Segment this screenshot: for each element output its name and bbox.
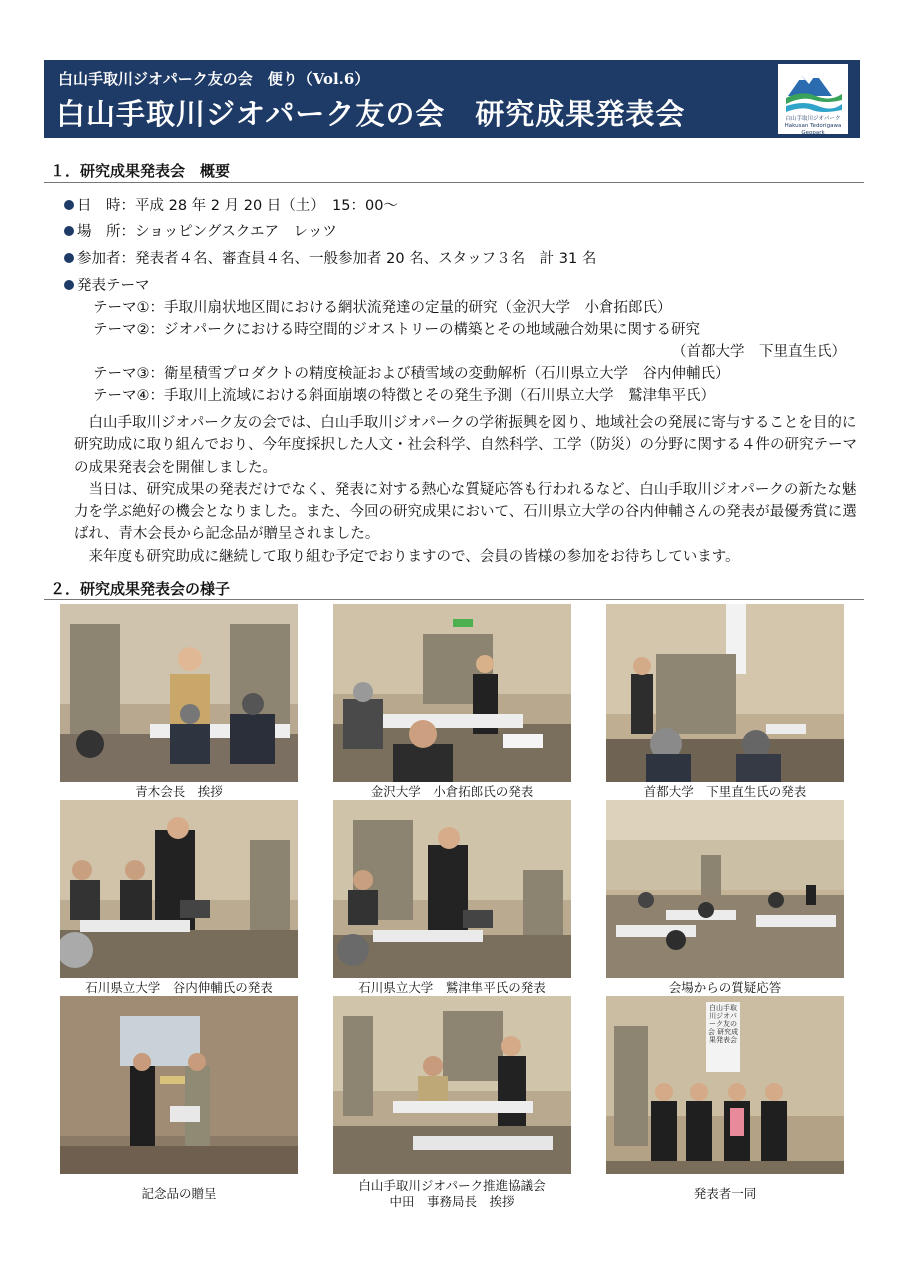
paragraph: 白山手取川ジオパーク友の会では、白山手取川ジオパークの学術振興を図り、地域社会の発展に寄与することを目的に研究助成に取り組んでおり、今年度採択した人文・社会科学、自然科学、工学（防災）の分野に関する４件の研究テーマの成果発表会を開催しました。 bbox=[74, 415, 857, 476]
photo-caption-line2: 中田 事務局長 挨拶 bbox=[389, 1194, 515, 1209]
event-banner-text: 白山手取川ジオパーク友の会 研究成果発表会 bbox=[707, 1004, 739, 1044]
bullet-icon bbox=[64, 280, 74, 290]
paragraph: 来年度も研究助成に継続して取り組む予定でおりますので、会員の皆様の参加をお待ちしています。 bbox=[88, 548, 740, 565]
section1-heading: １．研究成果発表会 概要 bbox=[50, 162, 231, 180]
photo-caption: 記念品の贈呈 bbox=[141, 1186, 217, 1201]
section2-divider bbox=[44, 599, 864, 600]
photo-washizu-presentation bbox=[333, 800, 571, 978]
bullet-icon bbox=[64, 226, 74, 236]
photo-qa-session bbox=[606, 800, 844, 978]
photo-ogura-presentation bbox=[333, 604, 571, 782]
event-place: 場 所：ショッピングスクエア レッツ bbox=[64, 220, 337, 241]
photo-yachi-presentation bbox=[60, 800, 298, 978]
theme-item-affiliation: （首都大学 下里直生氏） bbox=[672, 344, 846, 360]
bullet-icon bbox=[64, 253, 74, 263]
themes-label: 発表テーマ bbox=[64, 274, 150, 295]
photo-gift-presentation bbox=[60, 996, 298, 1174]
section1-divider bbox=[44, 182, 864, 183]
logo-text: 白山手取川ジオパーク bbox=[785, 116, 841, 122]
photo-caption bbox=[322, 1178, 582, 1210]
theme-item: テーマ③：衛星積雪プロダクトの精度検証および積雪域の変動解析（石川県立大学 谷内伸輔氏） bbox=[93, 366, 730, 382]
photo-caption: 発表者一同 bbox=[693, 1186, 757, 1201]
photo-presenters-group bbox=[606, 996, 844, 1174]
photo-caption-line1: 白山手取川ジオパーク推進協議会 bbox=[358, 1178, 546, 1193]
logo-subtext: Hakusan Tedorigawa Geopark bbox=[784, 123, 842, 136]
section2-heading: ２．研究成果発表会の様子 bbox=[50, 580, 231, 598]
photo-aoki-greeting bbox=[60, 604, 298, 782]
theme-item: テーマ②：ジオパークにおける時空間的ジオストリーの構築とその地域融合効果に関する研究 bbox=[93, 322, 701, 338]
page-title: 白山手取川ジオパーク友の会 研究成果発表会 bbox=[56, 97, 686, 131]
bullet-icon bbox=[64, 200, 74, 210]
mountain-logo-icon bbox=[782, 66, 844, 116]
photo-nakata-greeting bbox=[333, 996, 571, 1174]
event-participants: 参加者：発表者４名、審査員４名、一般参加者 20 名、スタッフ３名 計 31 名 bbox=[64, 247, 596, 268]
event-date: 日 時：平成 28 年 2 月 20 日（土） 15：00～ bbox=[64, 194, 398, 215]
photo-shimosato-presentation bbox=[606, 604, 844, 782]
photo-caption: 石川県立大学 鷲津隼平氏の発表 bbox=[358, 980, 546, 995]
summary-text bbox=[74, 412, 864, 568]
theme-item: テーマ①：手取川扇状地区間における網状流発達の定量的研究（金沢大学 小倉拓郎氏） bbox=[93, 300, 672, 316]
theme-item: テーマ④：手取川上流域における斜面崩壊の特徴とその発生予測（石川県立大学 鷲津隼平氏） bbox=[93, 388, 715, 404]
photo-caption: 金沢大学 小倉拓郎氏の発表 bbox=[370, 784, 534, 799]
photo-caption: 青木会長 挨拶 bbox=[135, 784, 223, 799]
newsletter-subtitle: 白山手取川ジオパーク友の会 便り（Vol.6） bbox=[58, 70, 370, 88]
photo-caption: 首都大学 下里直生氏の発表 bbox=[643, 784, 807, 799]
header-banner bbox=[44, 60, 860, 138]
paragraph: 当日は、研究成果の発表だけでなく、発表に対する熱心な質疑応答も行われるなど、白山手取川ジオパークの新たな魅力を学ぶ絶好の機会となりました。また、今回の研究成果において、石川県立大学の谷内伸輔さんの発表が最優秀賞に選ばれ、青木会長から記念品が贈呈されました。 bbox=[74, 481, 857, 543]
photo-caption: 石川県立大学 谷内伸輔氏の発表 bbox=[85, 980, 273, 995]
geopark-logo bbox=[778, 64, 848, 134]
photo-caption: 会場からの質疑応答 bbox=[668, 980, 782, 995]
